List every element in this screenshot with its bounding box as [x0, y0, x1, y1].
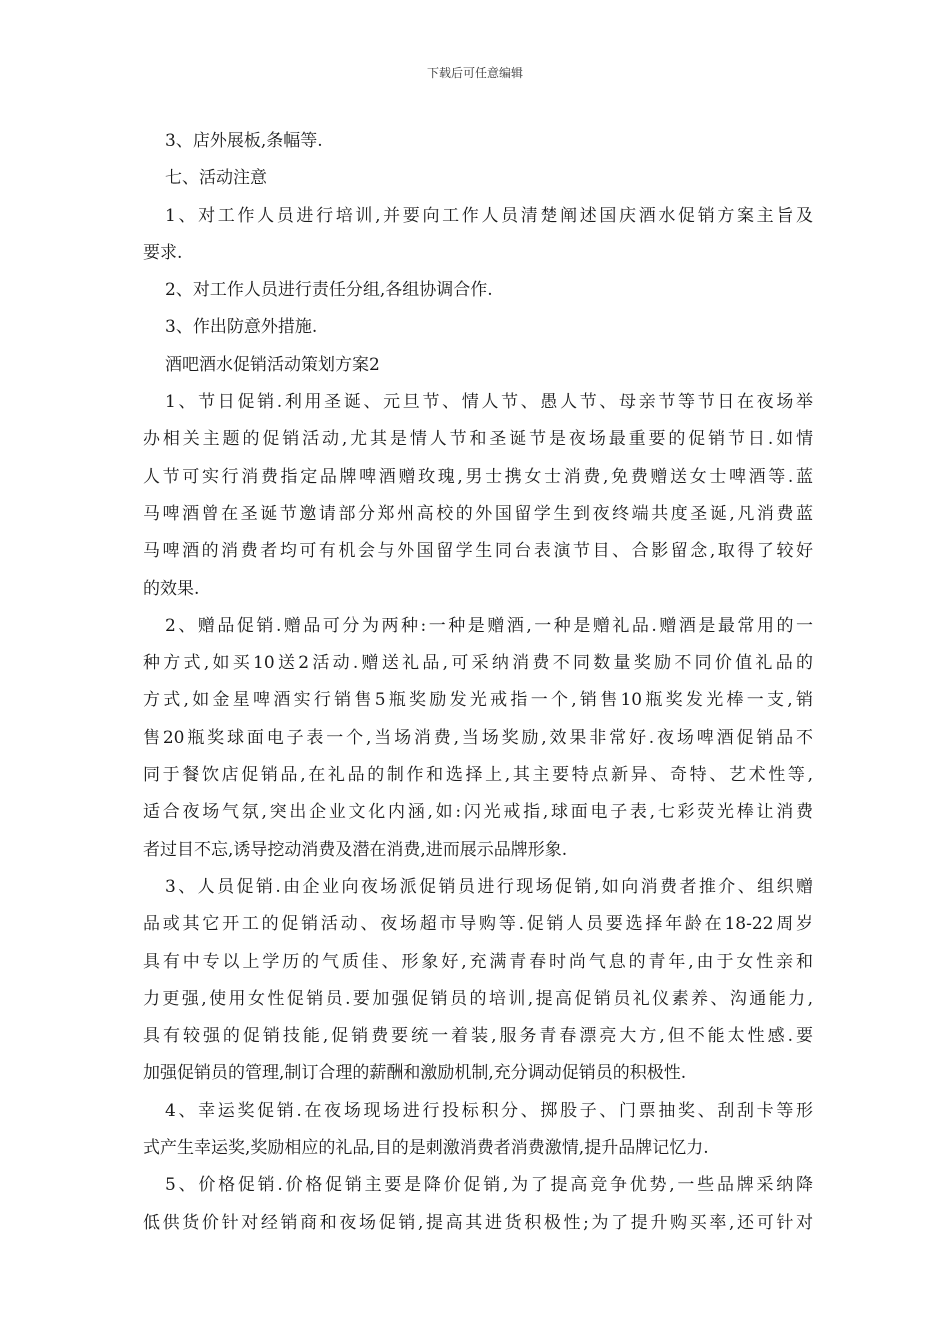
text-line: 者过目不忘,诱导挖动消费及潜在消费,进而展示品牌形象.	[143, 839, 568, 860]
text-line: 要求.	[143, 242, 183, 263]
text-line: 1、节日促销.利用圣诞、元旦节、情人节、愚人节、母亲节等节日在夜场举	[165, 392, 813, 413]
text-line: 3、人员促销.由企业向夜场派促销员进行现场促销,如向消费者推介、组织赠	[165, 876, 813, 897]
text-line: 种方式,如买10送2活动.赠送礼品,可采纳消费不同数量奖励不同价值礼品的	[143, 653, 813, 674]
text-line: 具有较强的促销技能,促销费要统一着装,服务青春漂亮大方,但不能太性感.要	[143, 1026, 813, 1047]
text-line: 5、价格促销.价格促销主要是降价促销,为了提高竞争优势,一些品牌采纳降	[165, 1175, 813, 1196]
text-line: 适合夜场气氛,突出企业文化内涵,如:闪光戒指,球面电子表,七彩荧光棒让消费	[143, 802, 813, 823]
text-line: 4、幸运奖促销.在夜场现场进行投标积分、掷股子、门票抽奖、刮刮卡等形	[165, 1100, 813, 1121]
text-line: 式产生幸运奖,奖励相应的礼品,目的是刺激消费者消费激情,提升品牌记忆力.	[143, 1138, 709, 1159]
text-line: 品或其它开工的促销活动、夜场超市导购等.促销人员要选择年龄在18-22周岁	[143, 914, 813, 935]
text-line: 酒吧酒水促销活动策划方案2	[165, 354, 380, 375]
text-line: 具有中专以上学历的气质佳、形象好,充满青春时尚气息的青年,由于女性亲和	[143, 951, 813, 972]
text-line: 马啤酒曾在圣诞节邀请部分郑州高校的外国留学生到夜终端共度圣诞,凡消费蓝	[143, 503, 813, 524]
text-line: 马啤酒的消费者均可有机会与外国留学生同台表演节目、合影留念,取得了较好	[143, 541, 813, 562]
text-line: 的效果.	[143, 578, 200, 599]
text-line: 2、赠品促销.赠品可分为两种:一种是赠酒,一种是赠礼品.赠酒是最常用的一	[165, 615, 813, 636]
text-line: 力更强,使用女性促销员.要加强促销员的培训,提高促销员礼仪素养、沟通能力,	[143, 988, 813, 1009]
text-line: 低供货价针对经销商和夜场促销,提高其进货积极性;为了提升购买率,还可针对	[143, 1212, 813, 1233]
text-line: 七、活动注意	[165, 168, 267, 189]
text-line: 1、对工作人员进行培训,并要向工作人员清楚阐述国庆酒水促销方案主旨及	[165, 205, 813, 226]
document-body	[143, 123, 813, 1242]
text-line: 3、作出防意外措施.	[165, 317, 318, 338]
page-header: 下载后可任意编辑	[426, 66, 523, 80]
text-line: 办相关主题的促销活动,尤其是情人节和圣诞节是夜场最重要的促销节日.如情	[143, 429, 813, 450]
text-line: 同于餐饮店促销品,在礼品的制作和选择上,其主要特点新异、奇特、艺术性等,	[143, 765, 813, 786]
text-line: 2、对工作人员进行责任分组,各组协调合作.	[165, 280, 493, 301]
text-line: 售20瓶奖球面电子表一个,当场消费,当场奖励,效果非常好.夜场啤酒促销品不	[143, 727, 813, 748]
text-line: 人节可实行消费指定品牌啤酒赠玫瑰,男士携女士消费,免费赠送女士啤酒等.蓝	[143, 466, 813, 487]
text-line: 3、店外展板,条幅等.	[165, 131, 323, 151]
text-line: 方式,如金星啤酒实行销售5瓶奖励发光戒指一个,销售10瓶奖发光棒一支,销	[143, 690, 813, 711]
text-line: 加强促销员的管理,制订合理的薪酬和激励机制,充分调动促销员的积极性.	[143, 1063, 687, 1084]
